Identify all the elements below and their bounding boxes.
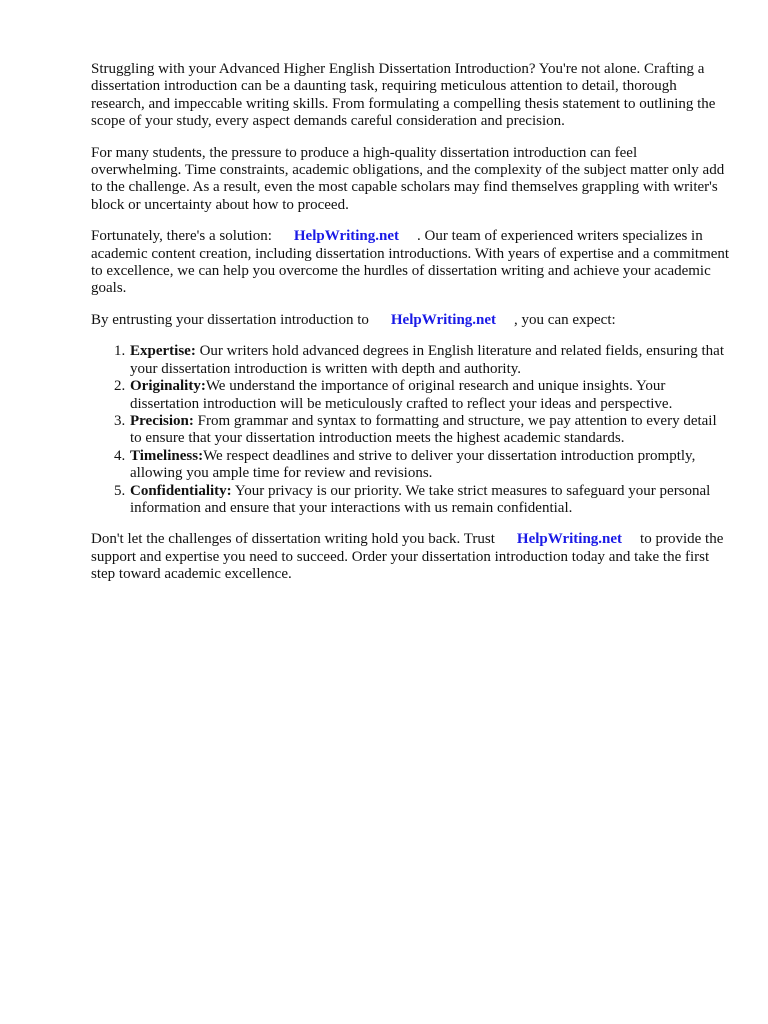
list-item <box>129 343 731 378</box>
list-item-text: We respect deadlines and strive to deliver your dissertation introduction promptly, allowing you ample time for review and revisions. <box>130 447 696 482</box>
document-body <box>91 61 731 598</box>
list-item-term: Timeliness: <box>130 447 204 464</box>
list-item-term: Originality: <box>130 378 206 395</box>
closing-text-after: to provide the support and expertise you need to succeed. Order your dissertation introduction today and take the first step toward academic excellence. <box>91 531 724 583</box>
list-item <box>129 378 731 413</box>
list-item-text: Our writers hold advanced degrees in English literature and related fields, ensuring that your dissertation introduction is written with depth and authority. <box>130 343 724 377</box>
closing-paragraph <box>91 531 731 583</box>
list-item-text: We understand the importance of original research and unique insights. Your dissertation introduction will be meticulously crafted to reflect your ideas and perspective. <box>130 378 673 412</box>
intro-paragraph: Struggling with your Advanced Higher English Dissertation Introduction? You're not alone. Crafting a dissertation introduction can be a daunting task, requiring meticulous attention to detail, thorough research, and impeccable writing skills. From formulating a compelling thesis statement to outlining the scope of your study, every aspect demands careful consideration and precision. <box>91 61 716 130</box>
solution-text-before: Fortunately, there's a solution: <box>91 228 272 245</box>
expectations-paragraph <box>91 312 731 329</box>
list-item-text: From grammar and syntax to formatting and structure, we pay attention to every detail to ensure that your dissertation introduction meets the highest academic standards. <box>130 412 717 447</box>
closing-text-before: Don't let the challenges of dissertation writing hold you back. Trust <box>91 531 495 548</box>
solution-text-after: . Our team of experienced writers specializes in academic content creation, including dissertation introductions. With years of expertise and a commitment to excellence, we can help you overcome the hurdles of dissertation writing and achieve your academic goals. <box>91 228 730 297</box>
solution-paragraph <box>91 228 731 298</box>
list-item-term: Precision: <box>130 412 194 429</box>
pressure-paragraph: For many students, the pressure to produce a high-quality dissertation introduction can feel overwhelming. Time constraints, academic obligations, and the complexity of the subject matter only add to the challenge. As a result, even the most capable scholars may find themselves grappling with writer's block or uncertainty about how to proceed. <box>91 144 725 213</box>
list-item <box>129 448 731 483</box>
helpwriting-link[interactable]: HelpWriting.net <box>293 228 400 245</box>
expectations-text-after: , you can expect: <box>514 311 616 328</box>
list-item <box>129 483 731 518</box>
list-item-term: Confidentiality: <box>130 482 232 499</box>
helpwriting-link[interactable]: HelpWriting.net <box>516 531 623 548</box>
expectations-text-before: By entrusting your dissertation introduction to <box>91 311 369 328</box>
benefits-list <box>91 343 731 517</box>
helpwriting-link[interactable]: HelpWriting.net <box>390 311 497 328</box>
list-item <box>129 413 731 448</box>
list-item-term: Expertise: <box>130 343 196 360</box>
list-item-text: Your privacy is our priority. We take strict measures to safeguard your personal information and ensure that your interactions with us remain confidential. <box>130 482 711 516</box>
